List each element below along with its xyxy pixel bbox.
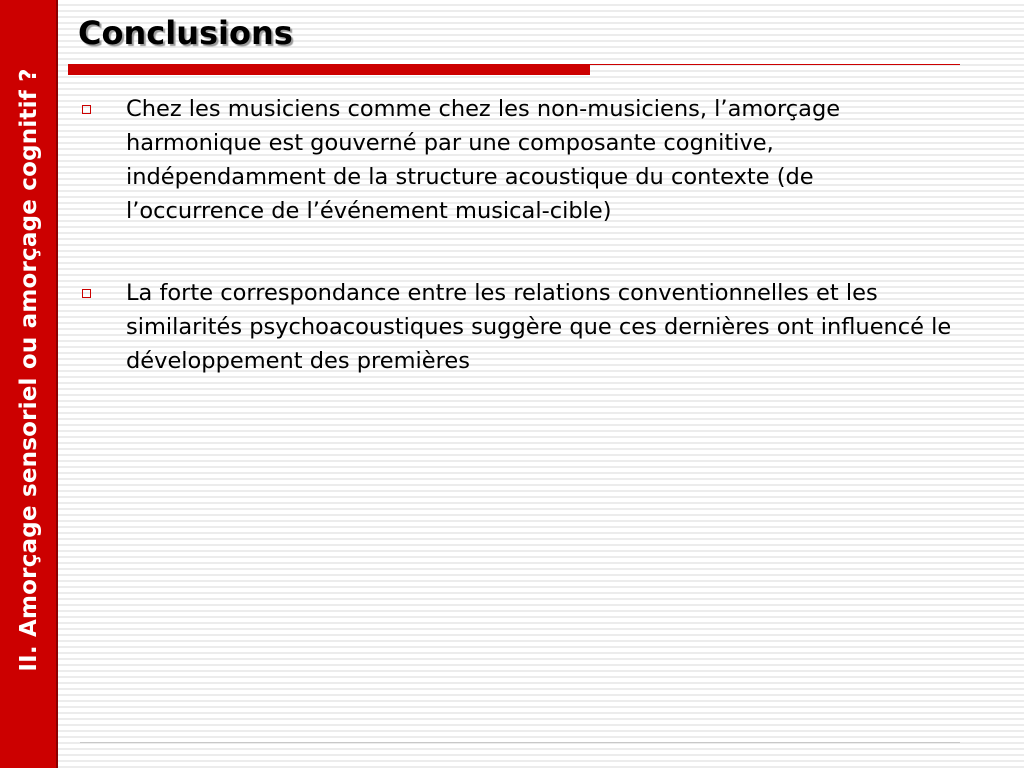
bullet-item (82, 92, 952, 228)
hollow-square-icon (82, 105, 91, 114)
bullet-item (82, 276, 952, 378)
bullet-text: La forte correspondance entre les relations conventionnelles et les similarités psychoacoustiques suggère que ces dernières ont influencé le développement des premières (126, 280, 952, 374)
bullet-list (82, 92, 952, 378)
hollow-square-icon (82, 289, 91, 298)
title-underline-bar (68, 64, 590, 75)
slide-title: Conclusions (78, 14, 293, 52)
footer-divider (80, 742, 960, 743)
bullet-text: Chez les musiciens comme chez les non-musiciens, l’amorçage harmonique est gouverné par une composante cognitive, indépendamment de la structure acoustique du contexte (de l’occurrence de l’événement musical-cible) (126, 96, 841, 224)
title-underline-rule (590, 64, 960, 65)
section-label: II. Amorçage sensoriel ou amorçage cognitif ? (16, 68, 42, 672)
section-sidebar (0, 0, 58, 768)
